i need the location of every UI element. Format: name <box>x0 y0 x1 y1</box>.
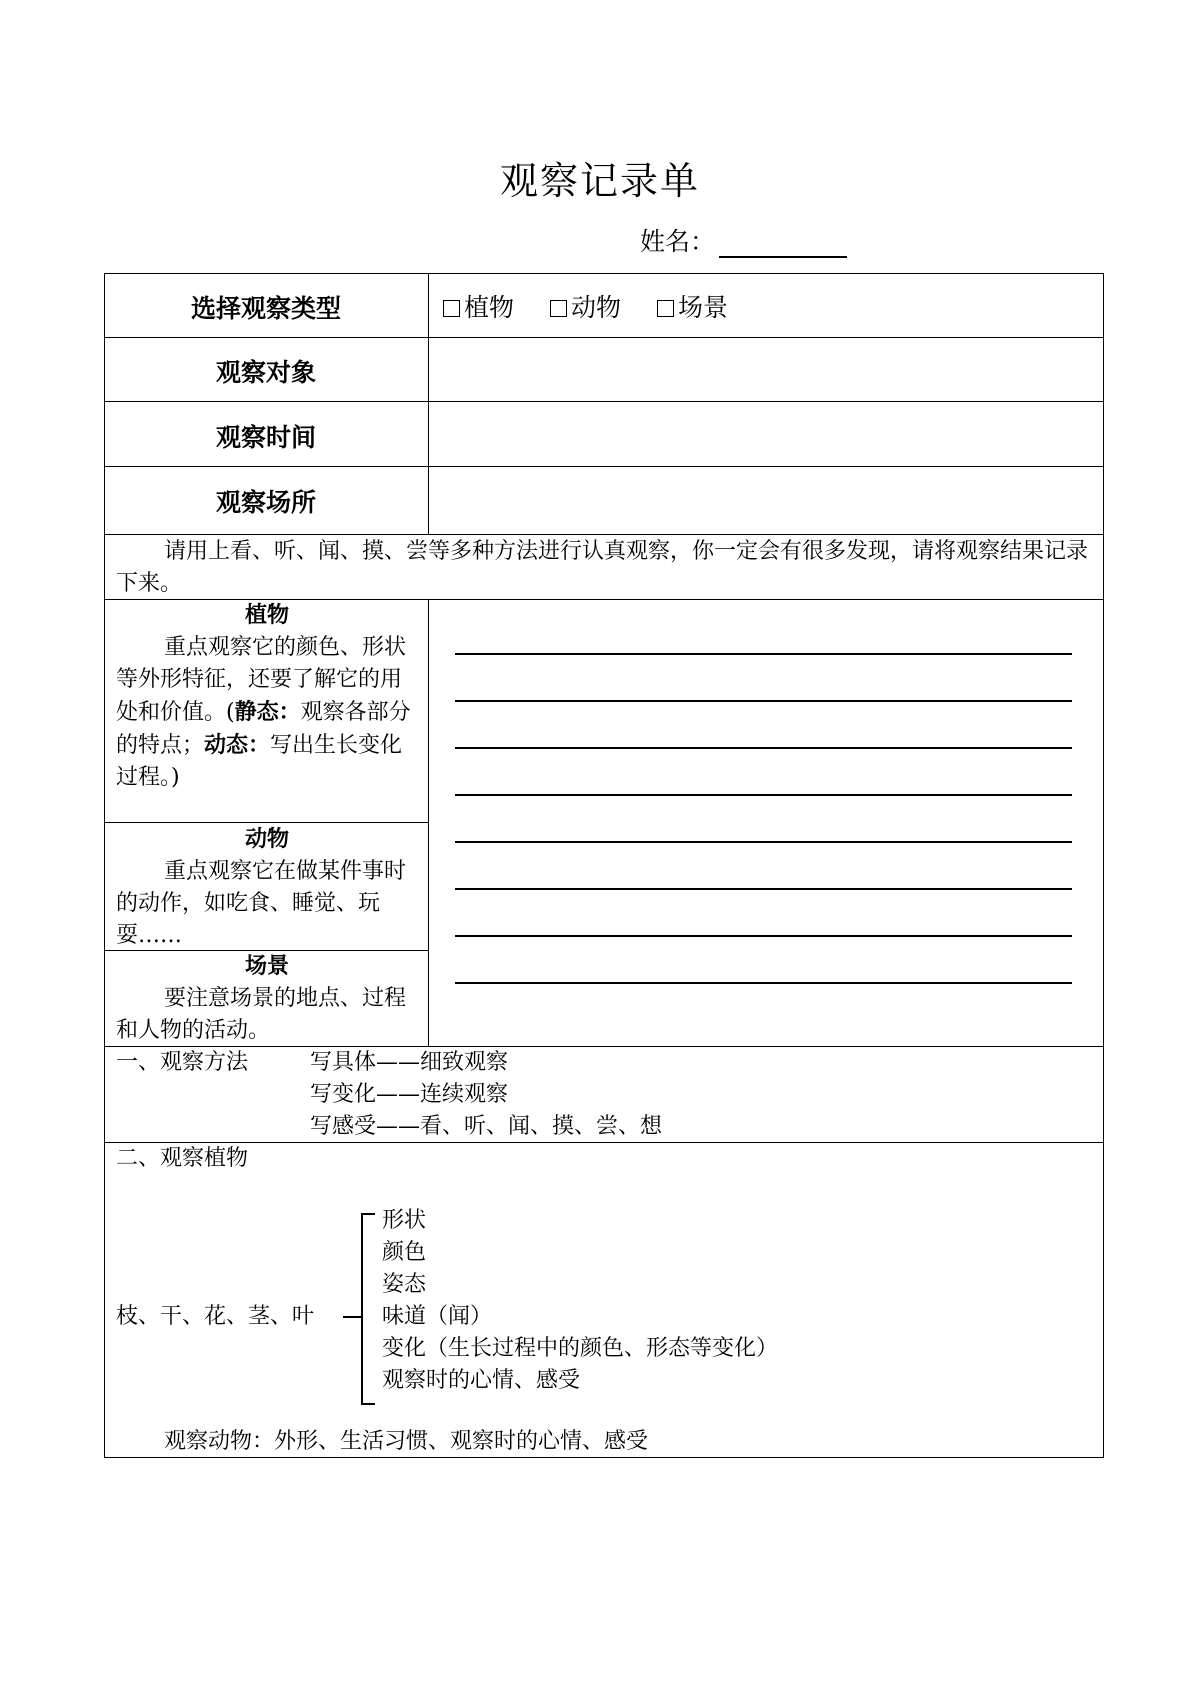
methods-heading: 一、观察方法 <box>116 1050 249 1075</box>
writing-line[interactable] <box>455 841 1072 843</box>
object-label: 观察对象 <box>215 358 316 387</box>
name-label: 姓名： <box>640 227 716 256</box>
writing-line[interactable] <box>455 700 1072 702</box>
place-label: 观察场所 <box>215 488 316 517</box>
time-input[interactable] <box>429 402 1103 465</box>
writing-line[interactable] <box>455 653 1072 655</box>
scene-guide <box>116 951 418 1047</box>
animal-guide-text: 重点观察它在做某件事时的动作，如吃食、睡觉、玩耍…… <box>116 859 407 948</box>
aspect-item: 颜色 <box>382 1240 427 1265</box>
type-option-animal[interactable]: 动物 <box>550 293 621 322</box>
table-divider <box>104 534 1104 535</box>
table-divider <box>104 822 428 823</box>
aspect-item: 变化（生长过程中的颜色、形态等变化） <box>382 1336 779 1361</box>
aspect-item: 姿态 <box>382 1272 427 1297</box>
animal-note: 观察动物：外形、生活习惯、观察时的心情、感受 <box>164 1429 649 1454</box>
name-field-row <box>640 222 847 258</box>
type-options <box>443 288 756 324</box>
checkbox-icon[interactable] <box>550 300 567 317</box>
plants-heading: 二、观察植物 <box>116 1146 249 1171</box>
type-option-scene[interactable]: 场景 <box>657 293 728 322</box>
animal-guide-title: 动物 <box>244 827 289 852</box>
method-item: 写变化——连续观察 <box>310 1082 509 1107</box>
plant-guide <box>116 600 418 794</box>
time-label: 观察时间 <box>215 423 316 452</box>
writing-line[interactable] <box>455 935 1072 937</box>
object-input[interactable] <box>429 338 1103 400</box>
writing-line[interactable] <box>455 747 1072 749</box>
name-input-line[interactable] <box>719 226 847 258</box>
aspect-item: 形状 <box>382 1208 427 1233</box>
checkbox-icon[interactable] <box>657 300 674 317</box>
method-item: 写具体——细致观察 <box>310 1050 509 1075</box>
checkbox-icon[interactable] <box>443 300 460 317</box>
method-item: 写感受——看、听、闻、摸、尝、想 <box>310 1114 663 1139</box>
scene-guide-title: 场景 <box>244 954 289 979</box>
writing-line[interactable] <box>455 888 1072 890</box>
instruction-text: 请用上看、听、闻、摸、尝等多种方法进行认真观察，你一定会有很多发现，请将观察结果记录下来。 <box>116 539 1089 596</box>
scene-guide-text: 要注意场景的地点、过程和人物的活动。 <box>116 986 407 1043</box>
type-label: 选择观察类型 <box>190 294 341 323</box>
aspect-item: 观察时的心情、感受 <box>382 1368 581 1393</box>
brace-icon <box>361 1213 363 1405</box>
plant-parts: 枝、干、花、茎、叶 <box>116 1304 315 1329</box>
table-divider <box>428 599 429 1046</box>
aspect-item: 味道（闻） <box>382 1304 493 1329</box>
page-title: 观察记录单 <box>499 159 700 203</box>
plant-guide-title: 植物 <box>244 603 289 628</box>
writing-line[interactable] <box>455 794 1072 796</box>
animal-guide <box>116 824 418 952</box>
plant-guide-text: 重点观察它的颜色、形状等外形特征，还要了解它的用处和价值。(静态：观察各部分的特点；动态：写出生长变化过程。) <box>116 635 411 790</box>
place-input[interactable] <box>429 467 1103 533</box>
type-option-plant[interactable]: 植物 <box>443 293 514 322</box>
writing-line[interactable] <box>455 982 1072 984</box>
